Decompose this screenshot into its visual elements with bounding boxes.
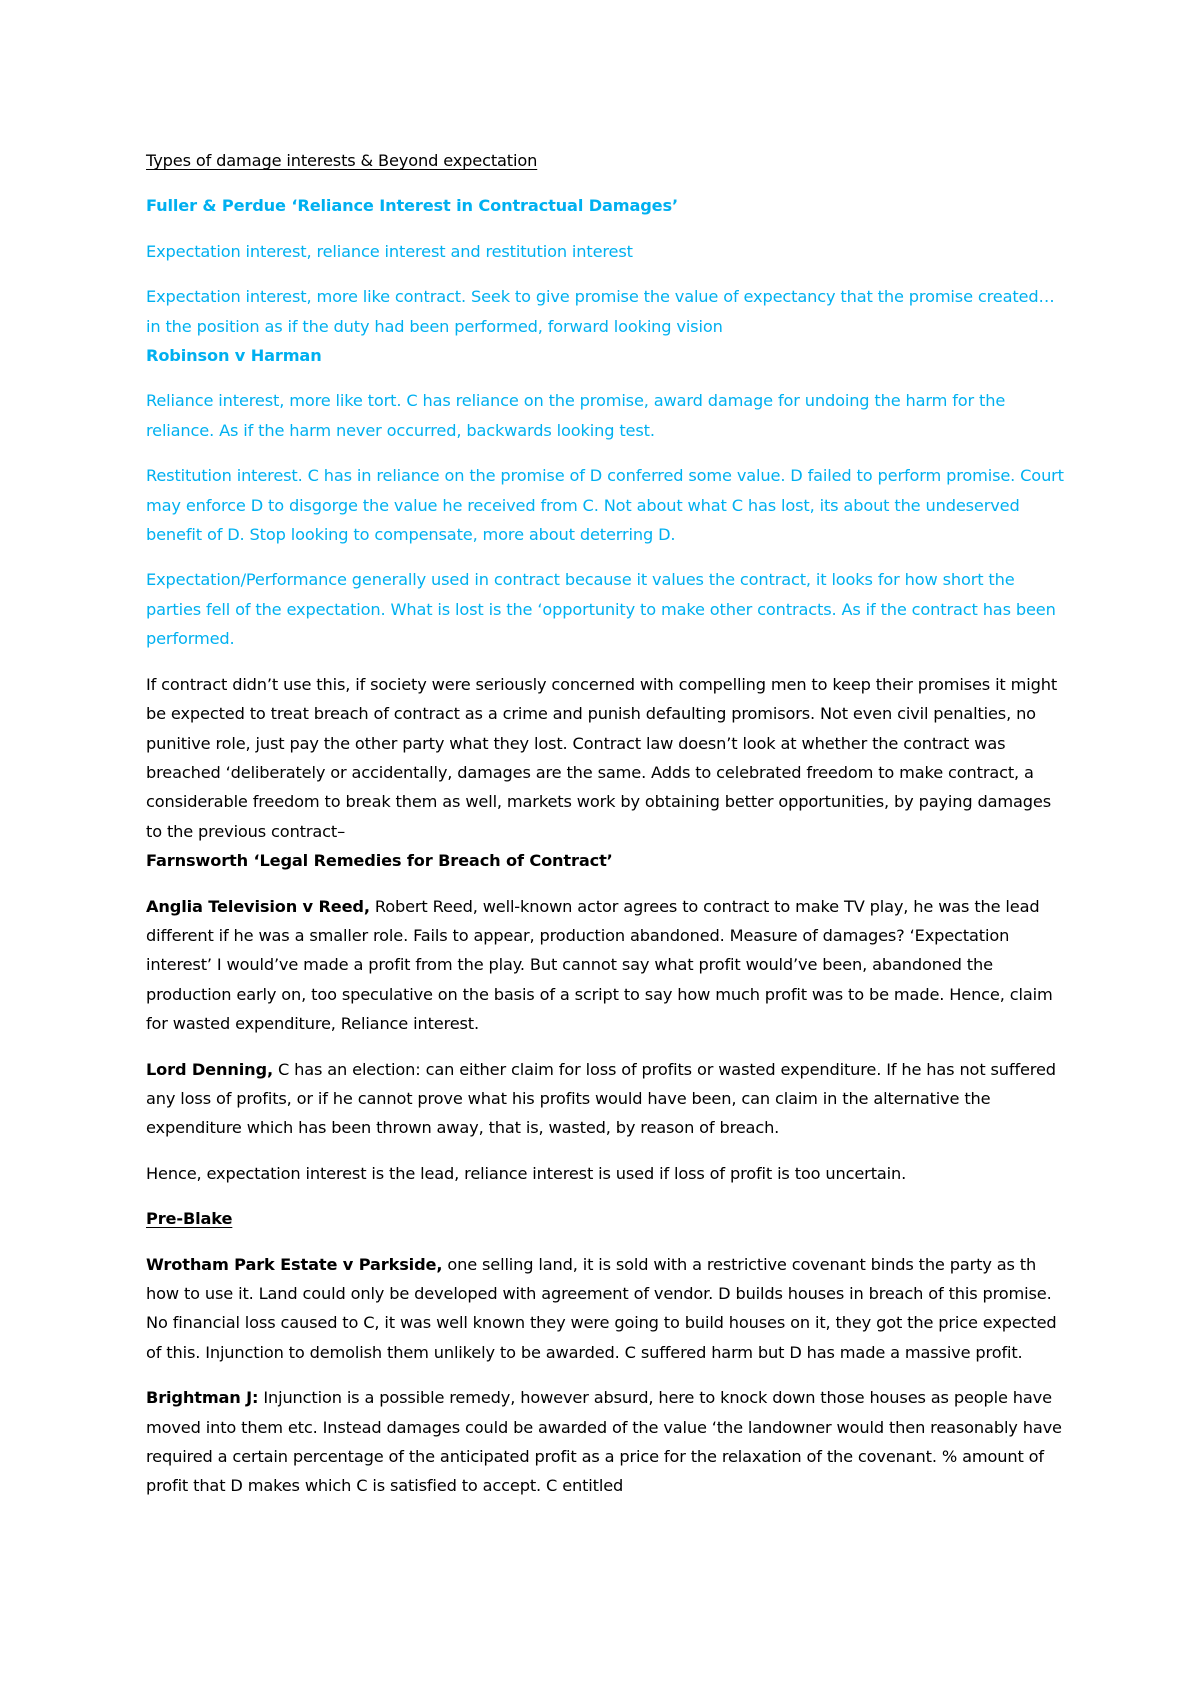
brightman-name: Brightman J: — [146, 1388, 259, 1408]
pre-blake-heading-paragraph — [146, 1204, 1066, 1233]
restitution-interest-paragraph: Restitution interest. C has in reliance on the promise of D conferred some value. D failed to perform promise. Court may enforce D to disgorge the value he received from C. Not about what C has lost, its about the undeserved benefit of D. Stop looking to compensate, more about deterring D. — [146, 466, 1064, 545]
pre-blake-heading: Pre-Blake — [146, 1209, 233, 1229]
document-heading — [146, 146, 1066, 175]
brightman-paragraph — [146, 1383, 1066, 1501]
wrotham-park-case: Wrotham Park Estate v Parkside, — [146, 1254, 443, 1274]
anglia-television-text: Robert Reed, well-known actor agrees to contract to make TV play, he was the lead different if he was a smaller role. Fails to appear, production abandoned. Measure of damages? ‘Expectation interest’ I would’ve made a profit from the play. But cannot say what profit would’ve been, abandoned the production early on, too speculative on the basis of a script to say how much profit was to be made. Hence, claim for wasted expenditure, Reliance interest. — [146, 896, 1053, 1034]
interests-list-paragraph: Expectation interest, reliance interest and restitution interest — [146, 241, 633, 261]
anglia-television-paragraph — [146, 892, 1066, 1039]
expectation-interest-paragraph — [146, 282, 1066, 370]
robinson-v-harman-case: Robinson v Harman — [146, 346, 322, 366]
lord-denning-paragraph — [146, 1055, 1066, 1143]
anglia-television-case: Anglia Television v Reed, — [146, 896, 370, 916]
lord-denning-name: Lord Denning, — [146, 1059, 273, 1079]
society-text: If contract didn’t use this, if society were seriously concerned with compelling men to keep their promises it might be expected to treat breach of contract as a crime and punish defaulting promisors. Not even civil penalties, no punitive role, just pay the other party what they lost. Contract law doesn’t look at whether the contract was breached ‘deliberately or accidentally, damages are the same. Adds to celebrated freedom to make contract, a considerable freedom to break them as well, markets work by obtaining better opportunities, by paying damages to the previous contract– — [146, 674, 1058, 841]
society-paragraph — [146, 670, 1066, 876]
brightman-text: Injunction is a possible remedy, however absurd, here to knock down those houses as people have moved into them etc. Instead damages could be awarded of the value ‘the landowner would then reasonably have required a certain percentage of the anticipated profit as a price for the relaxation of the covenant. % amount of profit that D makes which C is satisfied to accept. C entitled — [146, 1388, 1062, 1496]
performance-paragraph: Expectation/Performance generally used in contract because it values the contract, it looks for how short the parties fell of the expectation. What is lost is the ‘opportunity to make other contracts. As if the contract has been performed. — [146, 570, 1056, 649]
fuller-perdue-title: Fuller & Perdue ‘Reliance Interest in Contractual Damages’ — [146, 196, 679, 216]
wrotham-park-paragraph — [146, 1250, 1066, 1368]
hence-paragraph: Hence, expectation interest is the lead, reliance interest is used if loss of profit is too uncertain. — [146, 1163, 907, 1183]
expectation-interest-text: Expectation interest, more like contract. Seek to give promise the value of expectancy that the promise created… in the position as if the duty had been performed, forward looking vision — [146, 287, 1055, 336]
document-body — [146, 146, 1066, 1517]
lord-denning-text: C has an election: can either claim for loss of profits or wasted expenditure. If he has not suffered any loss of profits, or if he cannot prove what his profits would have been, can claim in the alternative the expenditure which has been thrown away, that is, wasted, by reason of breach. — [146, 1059, 1056, 1138]
reliance-interest-paragraph: Reliance interest, more like tort. C has reliance on the promise, award damage for undoing the harm for the reliance. As if the harm never occurred, backwards looking test. — [146, 391, 1006, 440]
wrotham-park-text: one selling land, it is sold with a restrictive covenant binds the party as th how to use it. Land could only be developed with agreement of vendor. D builds houses in breach of this promise. No financial loss caused to C, it was well known they were going to build houses on it, they got the price expected of this. Injunction to demolish them unlikely to be awarded. C suffered harm but D has made a massive profit. — [146, 1254, 1057, 1362]
heading-text: Types of damage interests & Beyond expectation — [146, 151, 538, 170]
farnsworth-citation: Farnsworth ‘Legal Remedies for Breach of Contract’ — [146, 851, 613, 871]
